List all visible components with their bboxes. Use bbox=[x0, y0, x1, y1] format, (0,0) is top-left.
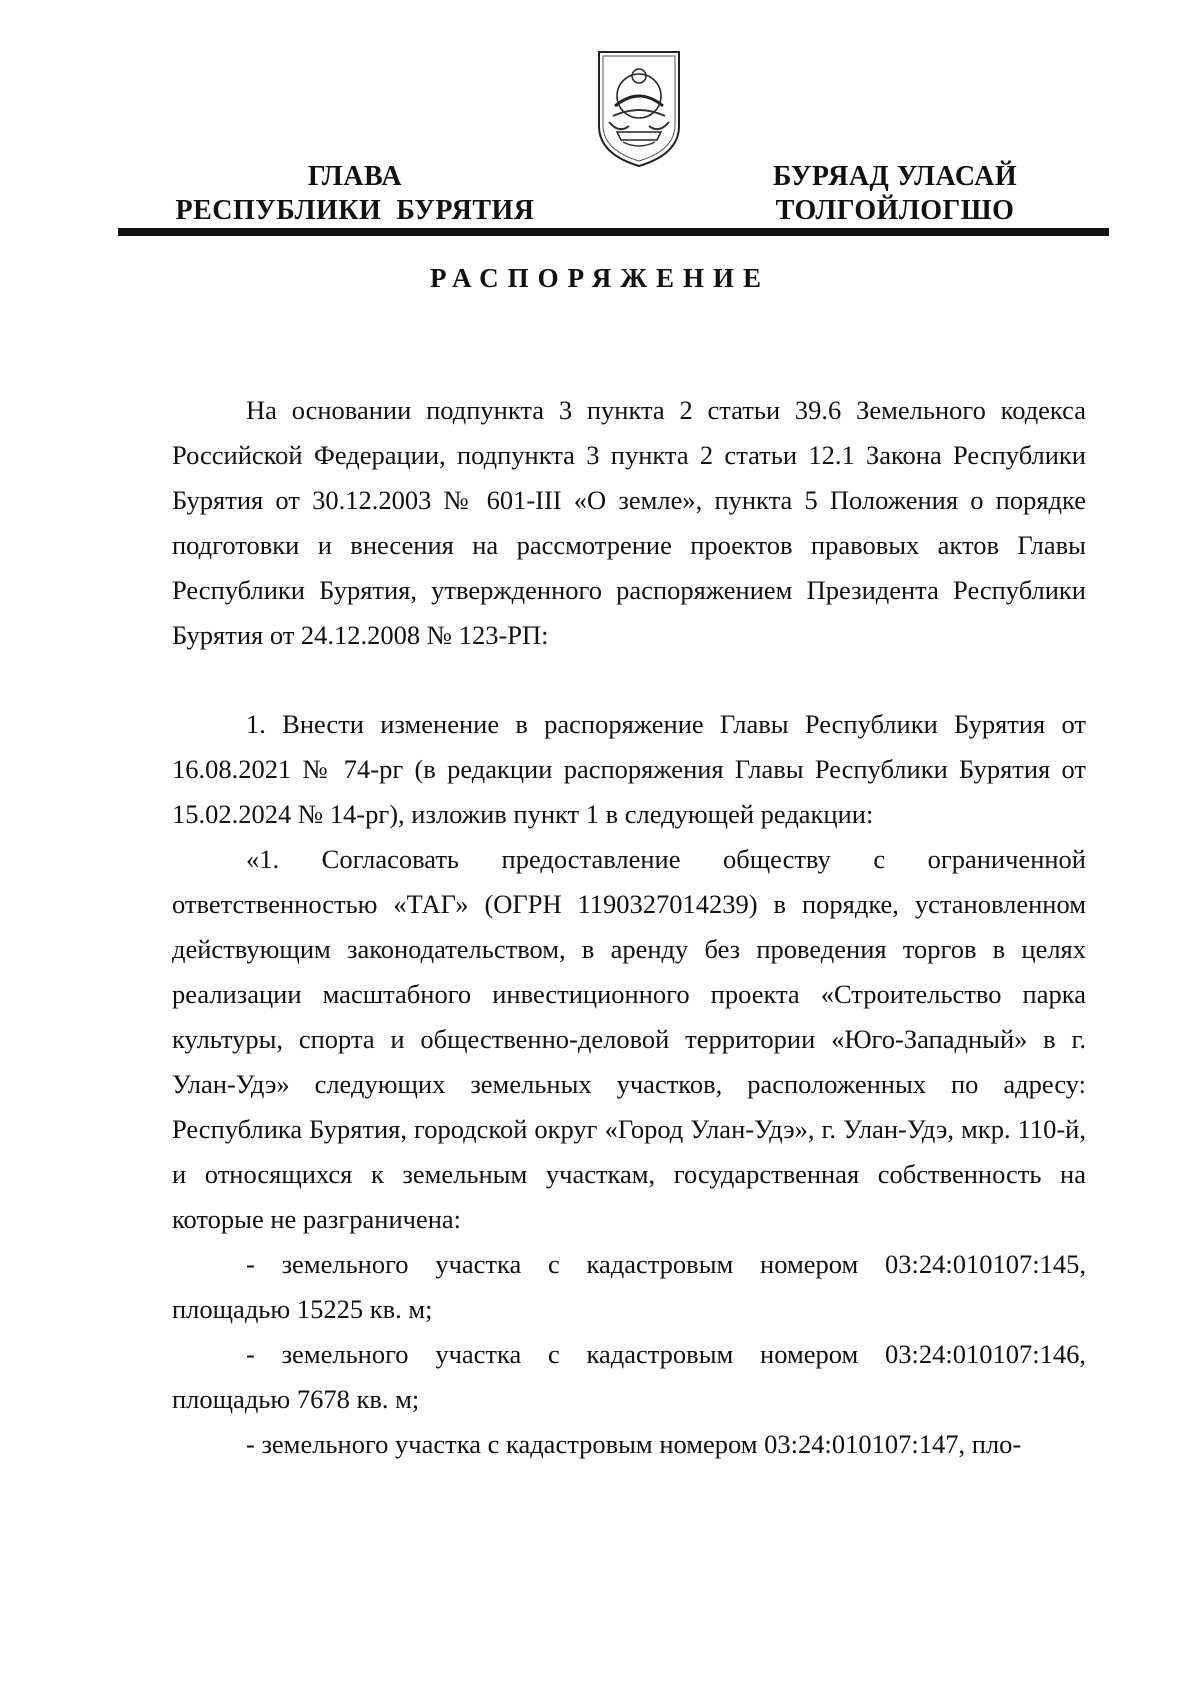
issuer-buryat-line-1: БУРЯАД УЛАСАЙ bbox=[772, 161, 1018, 192]
item-1-paragraph: 1. Внести изменение в распоряжение Главы Республики Бурятия от 16.08.2021 № 74-рг (в редакции распоряжения Главы Республики Бурятия от 15.02.2024 № 14-рг), изложив пункт 1 в следующей редакции: bbox=[172, 709, 1086, 829]
header-divider bbox=[118, 228, 1109, 236]
land-plot-item: - земельного участка с кадастровым номером 03:24:010107:147, пло- bbox=[246, 1429, 1022, 1459]
coat-of-arms-icon bbox=[593, 46, 685, 172]
document-body bbox=[172, 388, 1086, 1467]
issuer-line-2: РЕСПУБЛИКИ БУРЯТИЯ bbox=[175, 195, 535, 226]
issuer-line-1: ГЛАВА bbox=[307, 161, 403, 192]
issuer-buryat-line-2: ТОЛГОЙЛОГШО bbox=[775, 195, 1015, 226]
quoted-item-paragraph: «1. Согласовать предоставление обществу с ограниченной ответственностью «ТАГ» (ОГРН 1190327014239) в порядке, установленном действующим законодательством, в аренду без проведения торгов в целях реализации масштабного инвестиционного проекта «Строительство парка культуры, спорта и общественно-деловой территории «Юго-Западный» в г. Улан-Удэ» следующих земельных участков, расположенных по адресу: Республика Бурятия, городской округ «Город Улан-Удэ», г. Улан-Удэ, мкр. 110-й, и относящихся к земельным участкам, государственная собственность на которые не разграничена: bbox=[172, 844, 1086, 1234]
land-plot-item: - земельного участка с кадастровым номером 03:24:010107:145, площадью 15225 кв. м; bbox=[172, 1249, 1086, 1324]
issuer-title-buryat bbox=[735, 160, 1055, 228]
land-plot-item: - земельного участка с кадастровым номером 03:24:010107:146, площадью 7678 кв. м; bbox=[172, 1339, 1086, 1414]
issuer-title-russian bbox=[170, 160, 540, 228]
document-title: РАСПОРЯЖЕНИЕ bbox=[429, 263, 771, 293]
preamble-paragraph: На основании подпункта 3 пункта 2 статьи 39.6 Земельного кодекса Российской Федерации, подпункта 3 пункта 2 статьи 12.1 Закона Республики Бурятия от 30.12.2003 № 601-III «О земле», пункта 5 Положения о порядке подготовки и внесения на рассмотрение проектов правовых актов Главы Республики Бурятия, утвержденного распоряжением Президента Республики Бурятия от 24.12.2008 № 123-РП: bbox=[172, 395, 1086, 650]
